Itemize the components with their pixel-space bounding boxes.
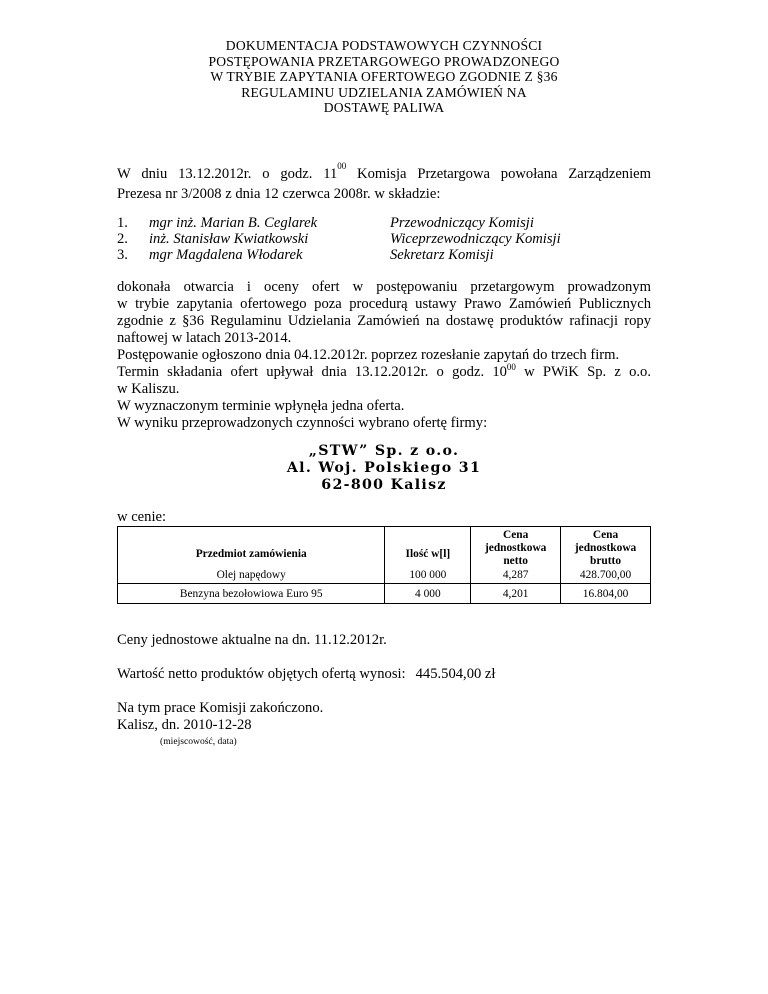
- committee-member: [117, 247, 657, 263]
- intro-line-1: W dniu 13.12.2012r. o godz. $11^{00}$ Komisja Przetargowa powołana Zarządzeniem: [117, 161, 651, 182]
- body-paragraph: [117, 279, 651, 432]
- deadline-line: Termin składania ofert upływał dnia 13.12.2012r. o godz. $10^{00}$ w PWiK Sp. z o.o.: [117, 362, 651, 380]
- table-cell: 4,287: [502, 569, 529, 581]
- member-name: inż. Stanisław Kwiatkowski: [149, 231, 309, 247]
- body-line: w trybie zapytania ofertowego poza procedurą ustawy Prawo Zamówień Publicznych: [117, 296, 651, 312]
- offer-table: [117, 526, 651, 604]
- place-date: Kalisz, dn. 2010-12-28: [117, 717, 252, 733]
- header-qty: Ilość w[l]: [405, 548, 451, 560]
- table-cell: 100 000: [409, 569, 447, 581]
- time-superscript: 00: [506, 362, 516, 372]
- table-cell: Olej napędowy: [216, 569, 286, 581]
- title-line: W TRYBIE ZAPYTANIA OFERTOWEGO ZGODNIE Z §36: [210, 69, 558, 85]
- announcement-line: Postępowanie ogłoszono dnia 04.12.2012r. poprzez rozesłanie zapytań do trzech firm.: [117, 347, 620, 363]
- intro-line-2: Prezesa nr 3/2008 z dnia 12 czerwca 2008r. w składzie:: [117, 186, 441, 202]
- net-value: [117, 666, 495, 683]
- time-superscript: 00: [337, 161, 347, 171]
- title-line: DOSTAWĘ PALIWA: [323, 100, 445, 116]
- table-cell: 428.700,00: [579, 569, 632, 581]
- table-header-row: [118, 527, 651, 584]
- closing-line: Na tym prace Komisji zakończono.: [117, 700, 324, 716]
- header-gross-cell: [561, 527, 651, 584]
- firm-street: Al. Woj. Polskiego 31: [286, 460, 482, 476]
- table-row: [118, 584, 651, 604]
- place-date-caption: (miejscowość, data): [160, 736, 237, 747]
- intro-paragraph: [117, 161, 651, 204]
- title-line: REGULAMINU UDZIELANIA ZAMÓWIEŃ NA: [241, 84, 527, 100]
- firm-name: „STW” Sp. z o.o.: [308, 443, 460, 459]
- body-line: w Kaliszu.: [117, 381, 180, 397]
- member-role: Sekretarz Komisji: [390, 247, 494, 263]
- received-line: W wyznaczonym terminie wpłynęła jedna oferta.: [117, 398, 405, 414]
- committee-member: [117, 215, 657, 231]
- member-role: Przewodniczący Komisji: [390, 215, 534, 231]
- document-title: [120, 38, 648, 116]
- table-cell: 4 000: [385, 584, 471, 604]
- member-role: Wiceprzewodniczący Komisji: [390, 231, 561, 247]
- member-name: mgr inż. Marian B. Ceglarek: [149, 215, 318, 231]
- member-number: 1.: [117, 215, 128, 231]
- closing-section: [117, 700, 323, 734]
- prices-note: Ceny jednostowe aktualne na dn. 11.12.2012r.: [117, 632, 387, 648]
- header-item: Przedmiot zamówienia: [195, 548, 307, 560]
- header-qty-cell: [385, 527, 471, 584]
- selected-firm: [117, 443, 651, 494]
- table-cell: 16.804,00: [561, 584, 651, 604]
- firm-city: 62-800 Kalisz: [321, 477, 447, 493]
- body-line: dokonała otwarcia i oceny ofert w postępowaniu przetargowym prowadzonym: [117, 279, 651, 295]
- body-line: naftowej w latach 2013-2014.: [117, 330, 292, 346]
- committee-member: [117, 231, 657, 247]
- header-net-cell: [471, 527, 561, 584]
- member-name: mgr Magdalena Włodarek: [149, 247, 303, 263]
- member-number: 3.: [117, 247, 128, 263]
- table-cell: 4,201: [471, 584, 561, 604]
- title-line: DOKUMENTACJA PODSTAWOWYCH CZYNNOŚCI: [225, 38, 543, 53]
- header-item-cell: [118, 527, 385, 584]
- committee-members: [117, 215, 657, 263]
- selected-line: W wyniku przeprowadzonych czynności wybrano ofertę firmy:: [117, 415, 488, 431]
- header-net: Cena jednostkowa netto: [484, 529, 547, 567]
- body-line: zgodnie z §36 Regulaminu Udzielania Zamówień na dostawę produktów rafinacji ropy: [117, 313, 651, 329]
- member-number: 2.: [117, 231, 128, 247]
- header-gross: Cena jednostkowa brutto: [574, 529, 637, 567]
- title-line: POSTĘPOWANIA PRZETARGOWEGO PROWADZONEGO: [208, 53, 560, 69]
- net-value-amount: 445.504,00 zł: [415, 666, 496, 682]
- price-label: w cenie:: [117, 509, 167, 525]
- table-cell: Benzyna bezołowiowa Euro 95: [118, 584, 385, 604]
- net-value-label: Wartość netto produktów objętych ofertą wynosi:: [117, 666, 406, 682]
